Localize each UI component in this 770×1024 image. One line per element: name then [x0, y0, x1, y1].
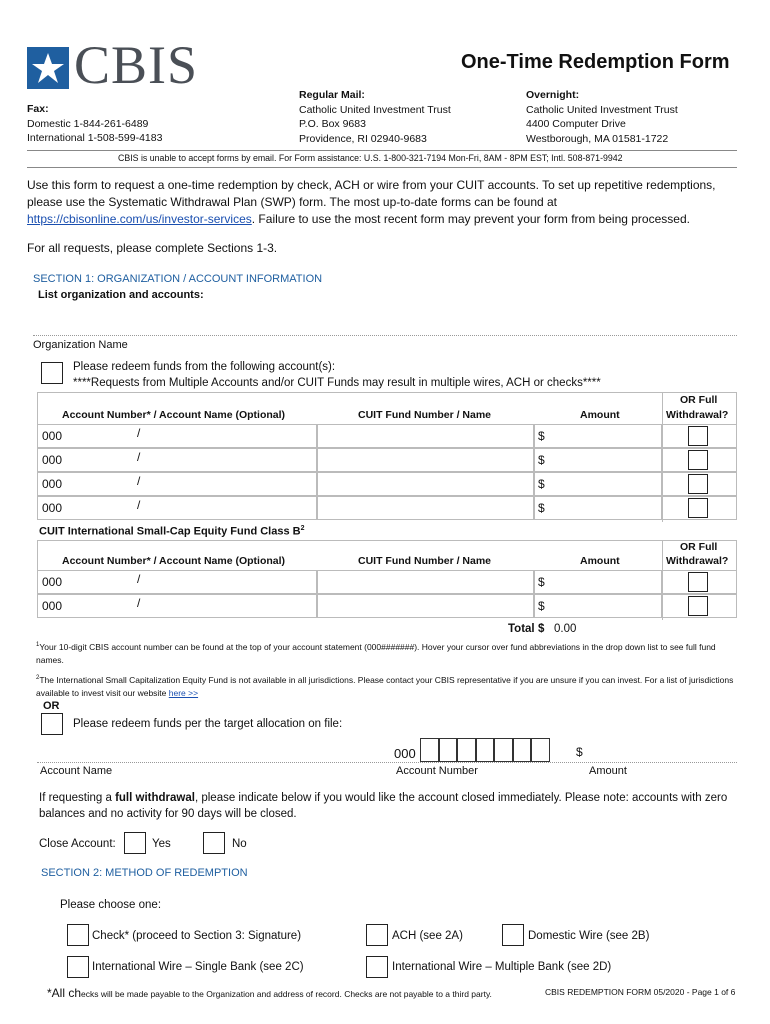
fund-cell[interactable]: [317, 472, 534, 496]
amount-dollar: $: [538, 453, 545, 467]
domestic-wire-checkbox[interactable]: [502, 924, 524, 946]
col-account-header-2: Account Number* / Account Name (Optional): [62, 555, 286, 567]
account-separator: /: [137, 450, 141, 464]
fund-cell[interactable]: [317, 424, 534, 448]
col-full-header-2a: OR Full: [680, 541, 718, 553]
amount-cell[interactable]: [534, 472, 662, 496]
fund-cell[interactable]: [317, 570, 534, 594]
acct-prefix: 000: [394, 746, 416, 761]
target-allocation-label: Please redeem funds per the target allocation on file:: [73, 718, 343, 730]
fund-cell[interactable]: [317, 496, 534, 520]
close-account-label: Close Account:: [39, 838, 116, 850]
alloc-line: [37, 762, 737, 763]
check-payable-note: *All checks will be made payable to the Organization and address of record. Checks are not payable to a third party.: [47, 986, 492, 1000]
footnote-1: $^1$Your 10-digit CBIS account number can be found at the top of your account statement (000#######). Hover your cursor over fund abbreviations in the drop down list to see full fund names.: [36, 641, 716, 665]
account-prefix: 000: [42, 501, 63, 515]
amount-dollar: $: [538, 501, 545, 515]
check-option-label: Check* (proceed to Section 3: Signature): [92, 930, 302, 942]
col-fund-header: CUIT Fund Number / Name: [358, 409, 492, 421]
col-full-header-1: OR Full: [680, 394, 718, 406]
organization-name-input[interactable]: [33, 307, 737, 335]
account-name-label: Account Name: [40, 765, 113, 777]
account-digit-box[interactable]: [531, 738, 550, 762]
multi-wire-warning: ****Requests from Multiple Accounts and/or CUIT Funds may result in multiple wires, ACH or checks****: [73, 377, 601, 389]
account-cell[interactable]: [37, 424, 317, 448]
account-prefix: 000: [42, 575, 63, 589]
table2-header-frame: [37, 540, 737, 570]
amount-dollar: $: [538, 599, 545, 613]
full-withdrawal-checkbox[interactable]: [688, 450, 708, 470]
section1-subtitle: List organization and accounts:: [38, 289, 204, 301]
col-amount-header-2: Amount: [580, 555, 620, 567]
account-cell[interactable]: [37, 448, 317, 472]
account-prefix: 000: [42, 429, 63, 443]
form-title: One-Time Redemption Form: [461, 51, 730, 73]
amount-label: Amount: [589, 765, 627, 777]
section2-title: SECTION 2: METHOD OF REDEMPTION: [41, 867, 248, 879]
close-no-label: No: [232, 838, 247, 850]
col-full-header-2b: Withdrawal?: [666, 555, 729, 567]
account-cell[interactable]: [37, 570, 317, 594]
account-separator: /: [137, 596, 141, 610]
full-withdrawal-checkbox[interactable]: [688, 596, 708, 616]
amount-dollar: $: [538, 575, 545, 589]
account-digit-box[interactable]: [494, 738, 513, 762]
account-digit-box[interactable]: [420, 738, 439, 762]
investor-services-link[interactable]: https://cbisonline.com/us/investor-services: [27, 212, 252, 226]
intro-text: Use this form to request a one-time redemption by check, ACH or wire from your CUIT accounts. To set up repetitive redemptions, please use the Systematic Withdrawal Plan (SWP) form. The most up-to-date forms can be found at https://cbisonline.com/us/investor-services. Failure to use the most recent form may prevent your form from being processed.: [27, 178, 716, 226]
fund-cell[interactable]: [317, 594, 534, 618]
overnight-block: Overnight: Catholic United Investment Trust 4400 Computer Drive Westborough, MA 01581-1722: [526, 89, 678, 145]
account-digit-box[interactable]: [513, 738, 532, 762]
domestic-wire-label: Domestic Wire (see 2B): [528, 930, 650, 942]
full-withdrawal-checkbox[interactable]: [688, 498, 708, 518]
or-label: OR: [43, 700, 60, 712]
fax-block: Fax: Domestic 1-844-261-6489 International 1-508-599-4183: [27, 103, 163, 144]
cbis-logo-mark: [27, 47, 69, 89]
col-account-header: Account Number* / Account Name (Optional): [62, 409, 286, 421]
full-withdrawal-checkbox[interactable]: [688, 572, 708, 592]
header-divider-2: [27, 167, 737, 168]
amount-dollar: $: [538, 429, 545, 443]
header-divider: [27, 150, 737, 151]
account-number-label: Account Number: [396, 765, 478, 777]
cbis-logo-text: CBIS: [74, 35, 199, 95]
col-amount-header: Amount: [580, 409, 620, 421]
account-separator: /: [137, 498, 141, 512]
regular-mail-block: Regular Mail: Catholic United Investment Trust P.O. Box 9683 Providence, RI 02940-9683: [299, 89, 451, 145]
table1-header-frame: [37, 392, 737, 424]
amount-cell[interactable]: [534, 594, 662, 618]
redeem-accounts-checkbox[interactable]: [41, 362, 63, 384]
intl-single-label: International Wire – Single Bank (see 2C): [92, 961, 304, 973]
account-cell[interactable]: [37, 472, 317, 496]
intl-multi-checkbox[interactable]: [366, 956, 388, 978]
jurisdictions-link[interactable]: here >>: [168, 687, 199, 698]
all-requests-note: For all requests, please complete Sections 1-3.: [27, 241, 278, 255]
organization-name-label: Organization Name: [33, 339, 128, 351]
close-yes-label: Yes: [152, 838, 171, 850]
account-separator: /: [137, 426, 141, 440]
org-line: [33, 335, 737, 336]
close-yes-checkbox[interactable]: [124, 832, 146, 854]
check-option-checkbox[interactable]: [67, 924, 89, 946]
section1-title: SECTION 1: ORGANIZATION / ACCOUNT INFORMATION: [33, 273, 323, 285]
choose-one-label: Please choose one:: [60, 899, 162, 911]
account-prefix: 000: [42, 599, 63, 613]
full-withdrawal-note: If requesting a full withdrawal, please indicate below if you would like the account closed immediately. Please note: accounts with zero balances and no activity for 90 days will be closed.: [39, 792, 728, 820]
col-fund-header-2: CUIT Fund Number / Name: [358, 555, 492, 567]
col-full-header-2: Withdrawal?: [666, 409, 729, 421]
ach-option-checkbox[interactable]: [366, 924, 388, 946]
redeem-accounts-label: Please redeem funds from the following account(s):: [73, 361, 336, 373]
account-digit-box[interactable]: [476, 738, 495, 762]
intl-multi-label: International Wire – Multiple Bank (see 2D): [392, 961, 612, 973]
account-digit-box[interactable]: [439, 738, 458, 762]
account-cell[interactable]: [37, 496, 317, 520]
total-label: Total: [508, 623, 535, 635]
total-value: 0.00: [554, 623, 577, 635]
intl-fund-title: CUIT International Small-Cap Equity Fund Class $B^2$: [39, 525, 305, 538]
total-dollar: $: [538, 623, 545, 635]
account-digit-box[interactable]: [457, 738, 476, 762]
account-prefix: 000: [42, 477, 63, 491]
footnote-2: $^2$The International Small Capitalization Equity Fund is not available in all jurisdictions. Please contact your CBIS representative if you are unsure if you can invest. For a list of jurisdictions available to invest visit our website here >>: [36, 674, 734, 698]
account-cell[interactable]: [37, 594, 317, 618]
form-id: CBIS REDEMPTION FORM 05/2020 - Page 1 of 6: [545, 987, 736, 997]
account-separator: /: [137, 474, 141, 488]
full-withdrawal-checkbox[interactable]: [688, 426, 708, 446]
amount-cell[interactable]: [534, 424, 662, 448]
intl-single-checkbox[interactable]: [67, 956, 89, 978]
email-notice: CBIS is unable to accept forms by email. For Form assistance: U.S. 1-800-321-7194 Mon-Fri, 8AM - 8PM EST; Intl. 508-871-9942: [118, 153, 623, 163]
amount-cell[interactable]: [534, 448, 662, 472]
close-no-checkbox[interactable]: [203, 832, 225, 854]
target-allocation-checkbox[interactable]: [41, 713, 63, 735]
account-prefix: 000: [42, 453, 63, 467]
ach-option-label: ACH (see 2A): [392, 930, 463, 942]
amount-dollar: $: [538, 477, 545, 491]
amount-cell[interactable]: [534, 570, 662, 594]
amount-dollar: $: [576, 745, 583, 759]
fund-cell[interactable]: [317, 448, 534, 472]
full-withdrawal-checkbox[interactable]: [688, 474, 708, 494]
amount-cell[interactable]: [534, 496, 662, 520]
account-separator: /: [137, 572, 141, 586]
